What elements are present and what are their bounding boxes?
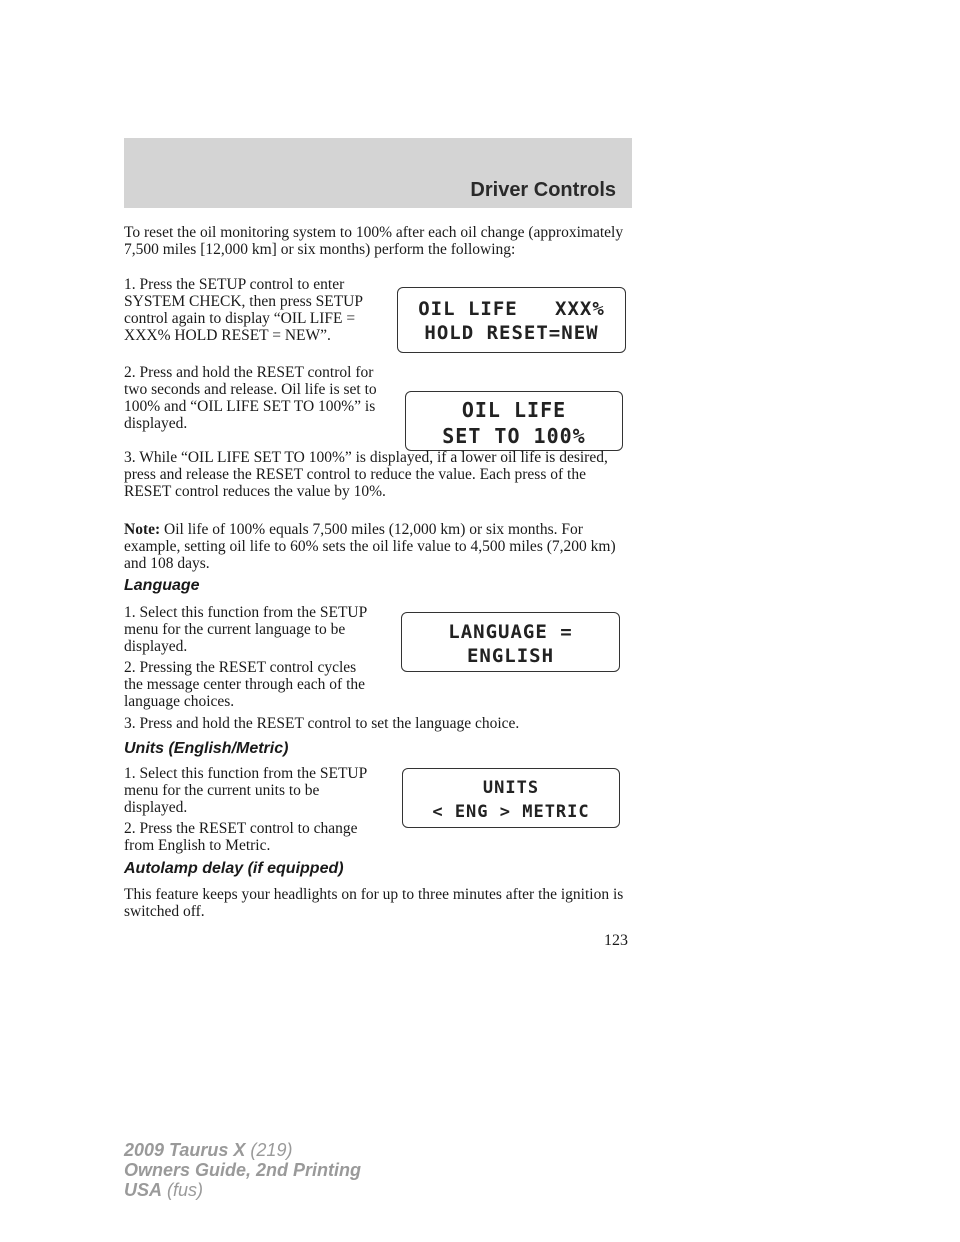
footer-line-3 [124,1180,361,1200]
footer-line-1 [124,1140,361,1160]
display-line-1: UNITS [482,778,540,798]
oil-step-3 [124,449,634,500]
language-step-3: 3. Press and hold the RESET control to set the language choice. [124,715,520,732]
language-heading: Language [124,577,200,594]
header-band [124,138,632,208]
display-line-2: SET TO 100% [442,424,586,448]
display-line-1: OIL LIFE [461,398,567,422]
display-line-2: ENGLISH [466,645,555,667]
autolamp-paragraph: This feature keeps your headlights on for up to three minutes after the ignition is switched off. [124,886,624,920]
footer-region: USA [124,1180,163,1200]
intro-paragraph: To reset the oil monitoring system to 100% after each oil change (approximately 7,500 miles [12,000 km] or six months) perform the following: [124,224,624,258]
oil-life-set-display [405,391,623,451]
footer-guide: Owners Guide, 2nd Printing [124,1160,362,1180]
section-title: Driver Controls [470,179,616,201]
footer-model: 2009 Taurus X [124,1140,246,1160]
autolamp-heading: Autolamp delay (if equipped) [124,860,344,877]
display-line-1: OIL LIFE XXX% [418,298,605,320]
footer-region-code: (fus) [167,1180,204,1200]
display-line-2: HOLD RESET=NEW [424,322,599,344]
oil-step-1: 1. Press the SETUP control to enter SYSTEM CHECK, then press SETUP control again to display “OIL LIFE = XXX% HOLD RESET = NEW”. [124,276,363,344]
display-line-1: LANGUAGE = [448,621,573,643]
language-display [401,612,620,672]
note-label: Note: [124,521,161,538]
language-step-2: 2. Pressing the RESET control cycles the message center through each of the language choices. [124,659,366,710]
footer [124,1140,361,1200]
footer-line-2 [124,1160,361,1180]
units-step-2: 2. Press the RESET control to change from English to Metric. [124,820,358,854]
oil-life-reset-display [397,287,626,353]
language-step-1: 1. Select this function from the SETUP menu for the current language to be displayed. [124,604,367,655]
page-number: 123 [604,932,628,949]
footer-model-code: (219) [250,1140,293,1160]
units-step-1: 1. Select this function from the SETUP menu for the current units to be displayed. [124,765,367,816]
oil-step-3-text: 3. While “OIL LIFE SET TO 100%” is displayed, if a lower oil life is desired, press and release the RESET control to reduce the value. Each press of the RESET control reduces the value by 10%. [124,449,608,500]
note-text: Oil life of 100% equals 7,500 miles (12,000 km) or six months. For example, setting oil life to 60% sets the oil life value to 4,500 miles (7,200 km) and 108 days. [124,521,616,572]
display-line-2: < ENG > METRIC [432,802,590,822]
units-heading: Units (English/Metric) [124,740,289,757]
units-display [402,768,620,828]
note-paragraph [124,521,636,572]
oil-step-2: 2. Press and hold the RESET control for two seconds and release. Oil life is set to 100% and “OIL LIFE SET TO 100%” is displayed. [124,364,377,432]
